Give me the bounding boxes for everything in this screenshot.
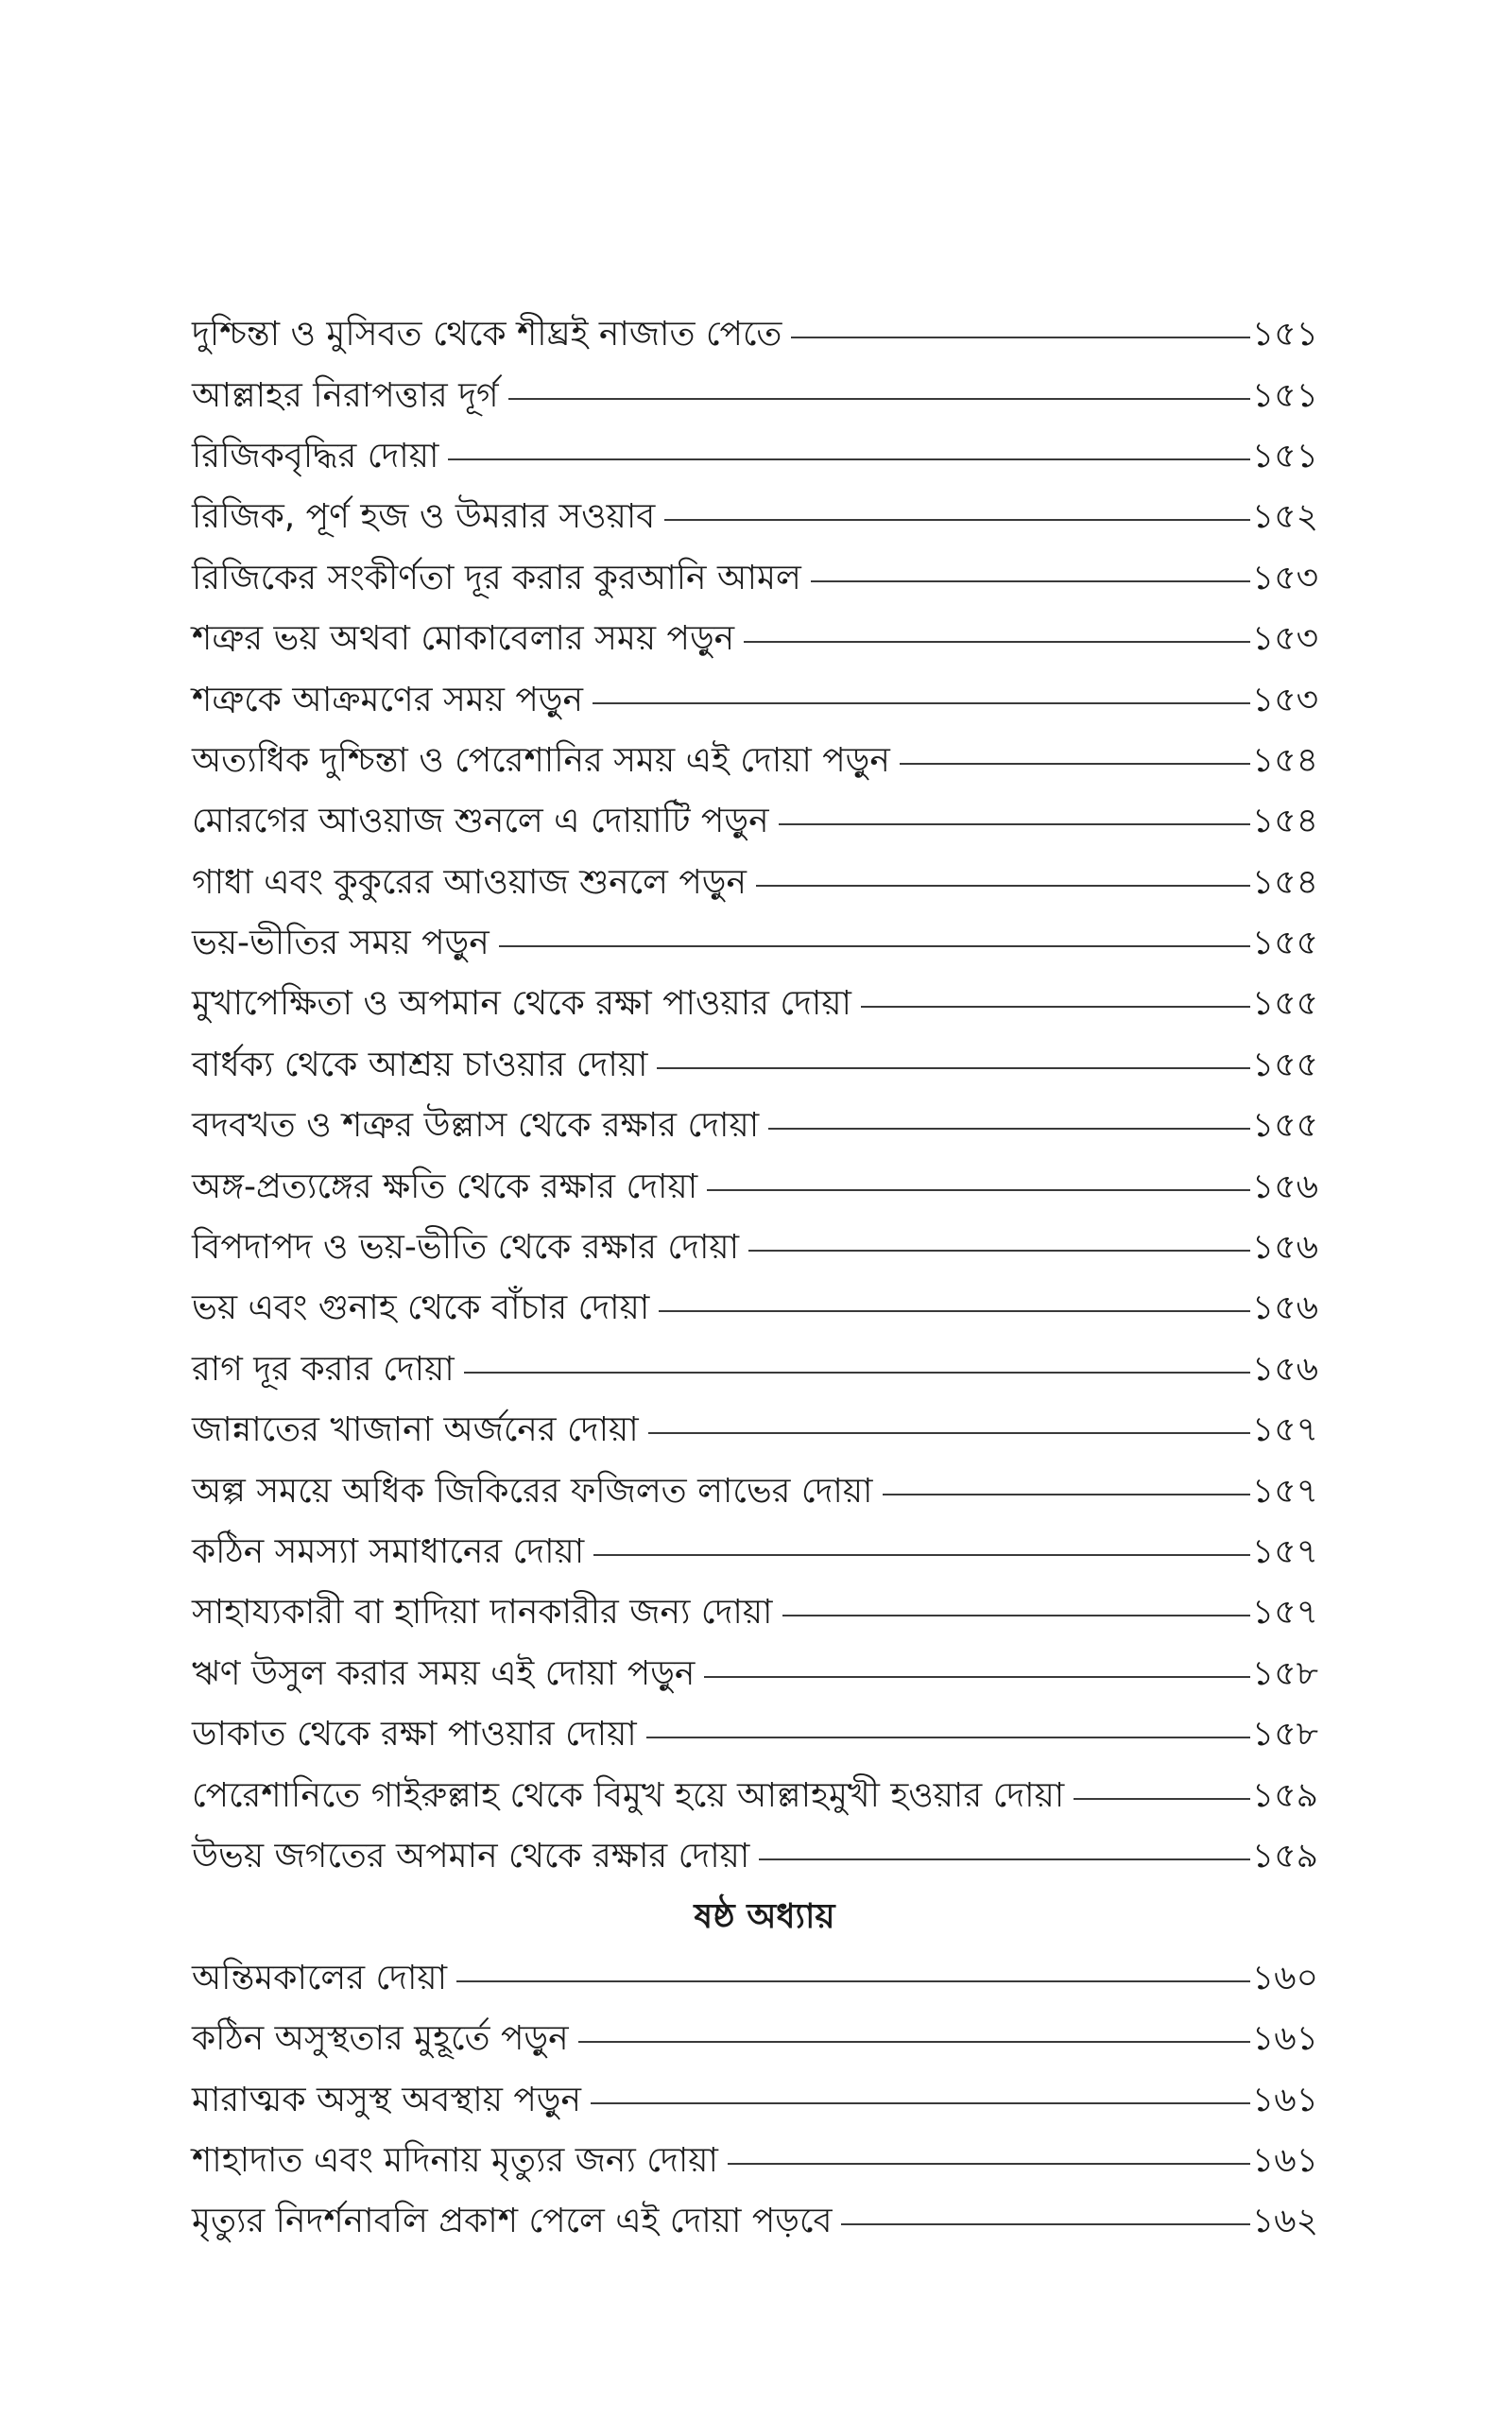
toc-entry-title: উভয় জগতের অপমান থেকে রক্ষার দোয়া: [192, 1836, 750, 1876]
toc-entry-page-number: ১৫৫: [1251, 924, 1318, 963]
toc-leader-line: [759, 1858, 1250, 1860]
toc-entry-page-number: ১৬২: [1251, 2202, 1318, 2241]
toc-entry-page-number: ১৫৩: [1251, 558, 1318, 597]
toc-entry: [192, 1035, 1318, 1096]
toc-entry-title: কঠিন সমস্যা সমাধানের দোয়া: [192, 1532, 585, 1571]
toc-leader-line: [648, 1432, 1250, 1434]
toc-entry-title: দুশ্চিন্তা ও মুসিবত থেকে শীঘ্রই নাজাত পেতে: [192, 315, 782, 354]
toc-entry-page-number: ১৫২: [1251, 497, 1318, 537]
toc-leader-line: [861, 1006, 1250, 1008]
toc-entry-title: অত্যধিক দুশ্চিন্তা ও পেরেশানির সময় এই দোয়া পড়ুন: [192, 740, 890, 780]
toc-entry-title: গাধা এবং কুকুরের আওয়াজ শুনলে পড়ুন: [192, 862, 747, 902]
toc-entry: [192, 1461, 1318, 1521]
toc-entry-page-number: ১৫৭: [1251, 1532, 1318, 1571]
toc-entry: [192, 2131, 1318, 2191]
toc-entry-page-number: ১৫৫: [1251, 1106, 1318, 1146]
toc-entry-page-number: ১৫৩: [1251, 619, 1318, 659]
toc-leader-line: [707, 1189, 1250, 1191]
toc-entry: [192, 487, 1318, 547]
toc-leader-line: [657, 1067, 1249, 1069]
toc-entry-page-number: ১৫১: [1251, 436, 1318, 475]
toc-entry-title: রিজিক, পূর্ণ হজ ও উমরার সওয়াব: [192, 497, 656, 537]
toc-entry: [192, 1218, 1318, 1278]
toc-entry-title: ভয়-ভীতির সময় পড়ুন: [192, 924, 490, 963]
toc-entry: [192, 791, 1318, 852]
toc-entry-page-number: ১৫৭: [1251, 1471, 1318, 1511]
toc-entry-page-number: ১৫৭: [1251, 1410, 1318, 1450]
toc-group-1: [192, 304, 1318, 1887]
toc-entry-page-number: ১৫৬: [1251, 1228, 1318, 1268]
toc-entry-title: মোরগের আওয়াজ শুনলে এ দোয়াটি পড়ুন: [192, 802, 769, 841]
toc-entry-title: মৃত্যুর নিদর্শনাবলি প্রকাশ পেলে এই দোয়া পড়বে: [192, 2202, 833, 2241]
toc-entry: [192, 1278, 1318, 1339]
toc-entry-title: ভয় এবং গুনাহ থেকে বাঁচার দোয়া: [192, 1288, 650, 1328]
toc-entry-page-number: ১৫৮: [1251, 1653, 1318, 1693]
toc-leader-line: [782, 1615, 1250, 1616]
toc-entry-title: আল্লাহর নিরাপত্তার দূর্গ: [192, 375, 499, 415]
toc-leader-line: [841, 2223, 1249, 2225]
toc-leader-line: [593, 702, 1250, 704]
toc-entry: [192, 1765, 1318, 1825]
toc-entry: [192, 1156, 1318, 1217]
toc-entry-title: বিপদাপদ ও ভয়-ভীতি থেকে রক্ষার দোয়া: [192, 1228, 740, 1268]
toc-entry-page-number: ১৫৯: [1251, 1836, 1318, 1876]
toc-entry: [192, 913, 1318, 974]
toc-leader-line: [593, 1554, 1250, 1556]
toc-entry-title: শাহাদাত এবং মদিনায় মৃত্যুর জন্য দোয়া: [192, 2140, 718, 2180]
toc-entry: [192, 974, 1318, 1034]
toc-leader-line: [779, 823, 1250, 825]
toc-leader-line: [646, 1737, 1250, 1738]
toc-entry-page-number: ১৫৬: [1251, 1167, 1318, 1206]
toc-entry: [192, 1644, 1318, 1704]
toc-entry: [192, 853, 1318, 913]
toc-entry-title: শত্রুর ভয় অথবা মোকাবেলার সময় পড়ুন: [192, 619, 735, 659]
toc-entry-title: রিজিকের সংকীর্ণতা দূর করার কুরআনি আমল: [192, 558, 801, 597]
toc-entry: [192, 1826, 1318, 1887]
toc-leader-line: [1074, 1798, 1250, 1800]
toc-entry: [192, 2069, 1318, 2130]
toc-entry-title: বদবখত ও শত্রুর উল্লাস থেকে রক্ষার দোয়া: [192, 1106, 760, 1146]
toc-entry-page-number: ১৫১: [1251, 375, 1318, 415]
toc-entry-page-number: ১৫৪: [1251, 862, 1318, 902]
toc-entry-page-number: ১৬০: [1251, 1958, 1318, 1997]
toc-entry: [192, 1948, 1318, 2009]
toc-entry-title: ঋণ উসুল করার সময় এই দোয়া পড়ুন: [192, 1653, 696, 1693]
table-of-contents: [192, 304, 1318, 2253]
toc-entry-page-number: ১৫১: [1251, 315, 1318, 354]
toc-leader-line: [591, 2102, 1250, 2104]
toc-leader-line: [728, 2163, 1250, 2165]
toc-entry-page-number: ১৫৯: [1251, 1775, 1318, 1815]
toc-leader-line: [508, 398, 1250, 400]
toc-entry-page-number: ১৫৬: [1251, 1349, 1318, 1389]
toc-entry-page-number: ১৫৫: [1251, 1045, 1318, 1084]
toc-entry: [192, 2009, 1318, 2069]
toc-entry-title: জান্নাতের খাজানা অর্জনের দোয়া: [192, 1410, 639, 1450]
toc-entry-title: মুখাপেক্ষিতা ও অপমান থেকে রক্ষা পাওয়ার দোয়া: [192, 984, 851, 1024]
toc-entry-title: অল্প সময়ে অধিক জিকিরের ফজিলত লাভের দোয়া: [192, 1471, 873, 1511]
toc-entry-title: কঠিন অসুস্থতার মুহূর্তে পড়ুন: [192, 2019, 569, 2059]
toc-entry-title: বার্ধক্য থেকে আশ্রয় চাওয়ার দোয়া: [192, 1045, 648, 1084]
toc-entry-title: পেরেশানিতে গাইরুল্লাহ থেকে বিমুখ হয়ে আল্লাহমুখী হওয়ার দোয়া: [192, 1775, 1065, 1815]
toc-entry-page-number: ১৬১: [1251, 2140, 1318, 2180]
toc-entry-title: মারাত্মক অসুস্থ অবস্থায় পড়ুন: [192, 2080, 581, 2119]
toc-entry: [192, 1522, 1318, 1582]
toc-entry: [192, 1704, 1318, 1765]
toc-leader-line: [456, 1980, 1250, 1982]
toc-entry-title: ডাকাত থেকে রক্ষা পাওয়ার দোয়া: [192, 1715, 637, 1754]
toc-entry-page-number: ১৫৬: [1251, 1288, 1318, 1328]
toc-leader-line: [464, 1372, 1250, 1374]
toc-leader-line: [448, 458, 1250, 460]
toc-entry: [192, 731, 1318, 791]
toc-entry: [192, 548, 1318, 609]
toc-entry-page-number: ১৬১: [1251, 2019, 1318, 2059]
toc-entry: [192, 1582, 1318, 1643]
toc-entry-title: রাগ দূর করার দোয়া: [192, 1349, 455, 1389]
toc-entry: [192, 365, 1318, 425]
toc-leader-line: [811, 580, 1250, 582]
toc-leader-line: [791, 337, 1249, 338]
toc-entry-title: রিজিকবৃদ্ধির দোয়া: [192, 436, 439, 475]
toc-leader-line: [664, 519, 1250, 521]
toc-leader-line: [744, 641, 1250, 643]
toc-entry: [192, 2191, 1318, 2252]
toc-entry-page-number: ১৫৭: [1251, 1593, 1318, 1633]
toc-leader-line: [768, 1128, 1250, 1130]
toc-entry: [192, 609, 1318, 669]
toc-entry-page-number: ১৫৪: [1251, 740, 1318, 780]
toc-entry-page-number: ১৫৪: [1251, 802, 1318, 841]
toc-group-2: [192, 1948, 1318, 2253]
toc-leader-line: [578, 2041, 1250, 2043]
toc-leader-line: [756, 885, 1250, 887]
toc-leader-line: [900, 763, 1250, 765]
toc-entry-title: সাহায্যকারী বা হাদিয়া দানকারীর জন্য দোয়া: [192, 1593, 773, 1633]
toc-entry-title: শত্রুকে আক্রমণের সময় পড়ুন: [192, 680, 583, 719]
toc-leader-line: [704, 1676, 1250, 1678]
toc-entry-page-number: ১৫৫: [1251, 984, 1318, 1024]
toc-entry-page-number: ১৬১: [1251, 2080, 1318, 2119]
toc-entry: [192, 669, 1318, 730]
toc-entry-page-number: ১৫৩: [1251, 680, 1318, 719]
toc-entry: [192, 426, 1318, 487]
toc-leader-line: [659, 1310, 1250, 1312]
toc-entry: [192, 1340, 1318, 1400]
toc-leader-line: [883, 1494, 1250, 1495]
toc-entry: [192, 1400, 1318, 1461]
toc-entry-title: অঙ্গ-প্রত্যঙ্গের ক্ষতি থেকে রক্ষার দোয়া: [192, 1167, 698, 1206]
toc-entry-title: অন্তিমকালের দোয়া: [192, 1958, 448, 1997]
toc-entry: [192, 1096, 1318, 1156]
toc-leader-line: [748, 1250, 1250, 1252]
toc-entry-page-number: ১৫৮: [1251, 1715, 1318, 1754]
toc-leader-line: [499, 945, 1250, 947]
toc-entry: [192, 304, 1318, 365]
chapter-heading: ষষ্ঠ অধ্যায়: [694, 1897, 835, 1937]
